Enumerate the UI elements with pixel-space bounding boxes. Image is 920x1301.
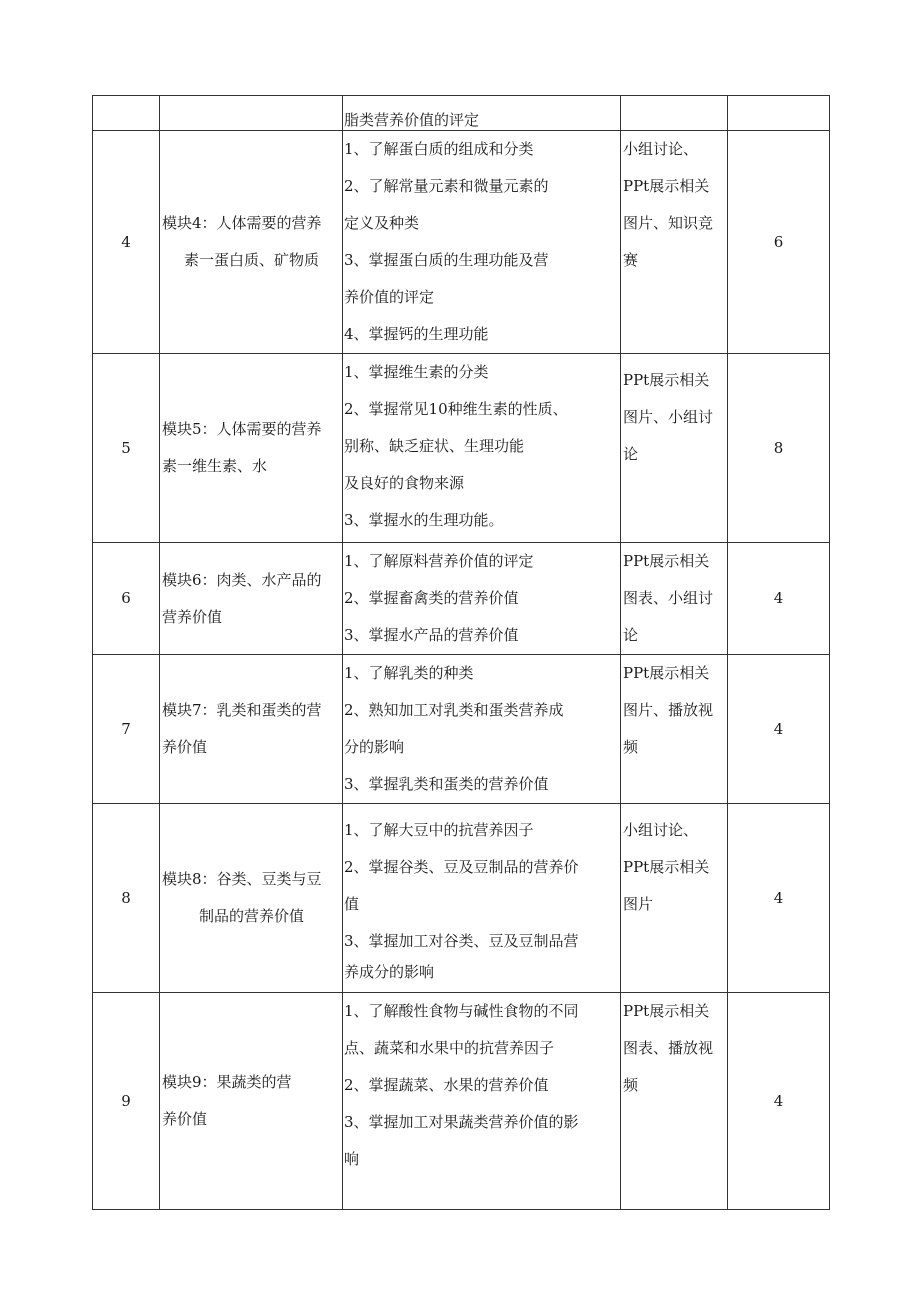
module-number: 6 bbox=[93, 543, 160, 655]
table-row bbox=[93, 131, 830, 354]
teaching-goals bbox=[343, 993, 621, 1210]
module-title-line: 模块4：人体需要的营养 bbox=[162, 214, 322, 232]
method-line: 小组讨论、 bbox=[623, 140, 699, 158]
class-hours: 6 bbox=[728, 131, 830, 354]
teaching-methods bbox=[621, 131, 728, 354]
method-line: 频 bbox=[623, 738, 639, 756]
teaching-methods bbox=[621, 543, 728, 655]
table-row bbox=[93, 804, 830, 993]
method-line: 图片、播放视 bbox=[623, 701, 714, 719]
module-title-line: 模块9：果蔬类的营 bbox=[162, 1073, 292, 1091]
module-title-line: 制品的营养价值 bbox=[198, 907, 304, 925]
method-line: 图片、小组讨 bbox=[623, 408, 714, 426]
goal-line: 3、掌握乳类和蛋类的营养价值 bbox=[344, 775, 549, 793]
method-line: 图表、播放视 bbox=[623, 1039, 714, 1057]
teaching-goals bbox=[343, 804, 621, 993]
goal-line: 3、掌握水的生理功能。 bbox=[344, 511, 504, 529]
class-hours: 4 bbox=[728, 655, 830, 804]
module-title bbox=[160, 354, 343, 543]
module-title bbox=[160, 131, 343, 354]
method-line: PPt展示相关 bbox=[623, 1002, 710, 1020]
module-title bbox=[160, 804, 343, 993]
goal-line: 1、了解酸性食物与碱性食物的不同 bbox=[344, 1002, 579, 1020]
method-line: PPt展示相关 bbox=[623, 552, 710, 570]
teaching-methods bbox=[621, 993, 728, 1210]
table-row bbox=[93, 96, 830, 131]
method-line: 论 bbox=[623, 626, 639, 644]
module-number: 9 bbox=[93, 993, 160, 1210]
module-title bbox=[160, 655, 343, 804]
goal-line: 养价值的评定 bbox=[344, 288, 435, 306]
goal-line: 3、掌握加工对果蔬类营养价值的影 bbox=[344, 1113, 579, 1131]
teaching-methods bbox=[621, 655, 728, 804]
goal-line: 2、掌握蔬菜、水果的营养价值 bbox=[344, 1076, 549, 1094]
class-hours: 4 bbox=[728, 543, 830, 655]
teaching-goals bbox=[343, 543, 621, 655]
goal-line: 响 bbox=[344, 1150, 360, 1168]
goal-line: 1、了解乳类的种类 bbox=[344, 664, 474, 682]
goal-line: 定义及种类 bbox=[344, 214, 420, 232]
class-hours: 8 bbox=[728, 354, 830, 543]
method-line: 小组讨论、 bbox=[623, 821, 699, 839]
course-schedule-page bbox=[92, 95, 829, 1210]
goal-line: 别称、缺乏症状、生理功能 bbox=[344, 437, 525, 455]
goal-line: 2、掌握谷类、豆及豆制品的营养价 bbox=[344, 858, 579, 876]
goal-line: 2、掌握畜禽类的营养价值 bbox=[344, 589, 519, 607]
goal-line: 4、掌握钙的生理功能 bbox=[344, 325, 489, 343]
goal-line: 值 bbox=[344, 895, 360, 913]
module-title-line: 素一蛋白质、矿物质 bbox=[183, 251, 319, 269]
teaching-goals bbox=[343, 354, 621, 543]
method-line: PPt展示相关 bbox=[623, 177, 710, 195]
teaching-methods bbox=[621, 354, 728, 543]
goal-line: 1、了解大豆中的抗营养因子 bbox=[344, 821, 534, 839]
module-title-line: 养价值 bbox=[162, 1110, 208, 1128]
method-line: 图表、小组讨 bbox=[623, 589, 714, 607]
module-number: 4 bbox=[93, 131, 160, 354]
class-hours: 4 bbox=[728, 804, 830, 993]
table-row bbox=[93, 993, 830, 1210]
teaching-goals bbox=[343, 655, 621, 804]
goal-line: 分的影响 bbox=[344, 738, 405, 756]
goal-line: 养成分的影响 bbox=[344, 963, 435, 981]
goal-line: 2、了解常量元素和微量元素的 bbox=[344, 177, 549, 195]
goal-line: 2、掌握常见10种维生素的性质、 bbox=[344, 400, 568, 418]
goal-line: 3、掌握水产品的营养价值 bbox=[344, 626, 519, 644]
module-title-line: 素一维生素、水 bbox=[162, 457, 268, 475]
goal-line: 1、了解原料营养价值的评定 bbox=[344, 552, 534, 570]
table-row bbox=[93, 655, 830, 804]
module-number bbox=[93, 96, 160, 131]
goal-line: 3、掌握加工对谷类、豆及豆制品营 bbox=[344, 932, 579, 950]
module-title bbox=[160, 543, 343, 655]
goal-line: 2、熟知加工对乳类和蛋类营养成 bbox=[344, 701, 564, 719]
goal-line: 及良好的食物来源 bbox=[344, 474, 465, 492]
module-title-line: 模块8：谷类、豆类与豆 bbox=[162, 870, 322, 888]
method-line: PPt展示相关 bbox=[623, 664, 710, 682]
teaching-methods bbox=[621, 804, 728, 993]
goal-line: 点、蔬菜和水果中的抗营养因子 bbox=[344, 1039, 555, 1057]
table-row bbox=[93, 354, 830, 543]
class-hours bbox=[728, 96, 830, 131]
teaching-goals bbox=[343, 131, 621, 354]
table-row bbox=[93, 543, 830, 655]
module-title-line: 模块5：人体需要的营养 bbox=[162, 420, 322, 438]
module-title-line: 模块6：肉类、水产品的 bbox=[162, 570, 322, 589]
method-line: PPt展示相关 bbox=[623, 858, 710, 876]
goal-line: 1、掌握维生素的分类 bbox=[344, 363, 489, 381]
method-line: 图片 bbox=[623, 895, 654, 913]
method-line: 图片、知识竞 bbox=[623, 214, 714, 232]
goal-line: 脂类营养价值的评定 bbox=[344, 111, 480, 129]
goal-line: 3、掌握蛋白质的生理功能及营 bbox=[344, 251, 549, 269]
teaching-methods bbox=[621, 96, 728, 131]
method-line: 频 bbox=[623, 1076, 639, 1094]
module-number: 7 bbox=[93, 655, 160, 804]
module-number: 8 bbox=[93, 804, 160, 993]
module-number: 5 bbox=[93, 354, 160, 543]
method-line: 赛 bbox=[623, 251, 639, 269]
class-hours: 4 bbox=[728, 993, 830, 1210]
goal-line: 1、了解蛋白质的组成和分类 bbox=[344, 140, 534, 158]
module-title bbox=[160, 96, 343, 131]
method-line: 论 bbox=[623, 445, 639, 463]
teaching-goals bbox=[343, 96, 621, 131]
method-line: PPt展示相关 bbox=[623, 371, 710, 389]
module-title-line: 养价值 bbox=[162, 738, 208, 756]
course-schedule-table bbox=[92, 95, 830, 1210]
module-title-line: 模块7：乳类和蛋类的营 bbox=[162, 701, 322, 719]
module-title bbox=[160, 993, 343, 1210]
module-title-line: 营养价值 bbox=[162, 607, 223, 626]
